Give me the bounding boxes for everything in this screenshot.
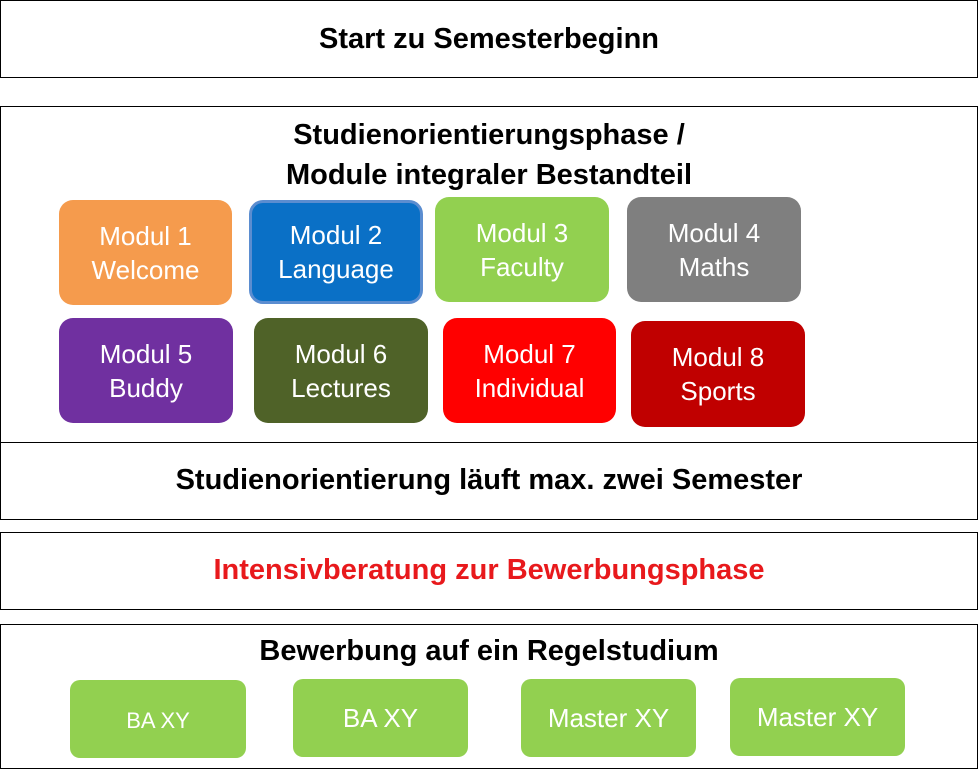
module-8-name: Sports [680, 376, 756, 406]
module-2-box [249, 200, 423, 304]
start-title: Start zu Semesterbeginn [318, 23, 660, 55]
module-3-number: Modul 3 [475, 217, 569, 248]
module-1-number: Modul 1 [99, 220, 192, 251]
duration-band [0, 442, 978, 520]
module-2-name: Language [278, 254, 394, 284]
module-4-number: Modul 4 [667, 217, 761, 248]
orientation-title-line2: Module integraler Bestandteil [285, 159, 693, 191]
module-3-name: Faculty [480, 251, 564, 282]
module-6-name: Lectures [291, 372, 391, 403]
module-1-box [59, 200, 232, 305]
module-8-box [631, 321, 805, 427]
start-band [0, 0, 978, 78]
module-4-box [627, 197, 801, 302]
orientation-title-line1: Studienorientierungsphase / [293, 119, 685, 151]
degree-box-2 [293, 679, 468, 757]
module-5-name: Buddy [109, 372, 183, 403]
counseling-band [0, 532, 978, 610]
module-8-number: Modul 8 [671, 342, 765, 372]
module-7-name: Individual [474, 372, 585, 403]
degree-2-label: BA XY [342, 702, 419, 733]
module-3-box [435, 197, 609, 302]
module-6-number: Modul 6 [294, 338, 388, 369]
duration-title: Studienorientierung läuft max. zwei Semester [175, 464, 803, 496]
module-4-name: Maths [678, 251, 750, 282]
module-2-number: Modul 2 [289, 220, 383, 250]
module-7-box [443, 318, 616, 423]
degree-3-label: Master XY [547, 702, 670, 733]
module-6-box [254, 318, 428, 423]
degree-box-1 [70, 680, 246, 758]
module-5-number: Modul 5 [99, 338, 193, 369]
counseling-title: Intensivberatung zur Bewerbungsphase [213, 554, 765, 586]
degree-box-3 [521, 679, 696, 757]
application-title: Bewerbung auf ein Regelstudium [259, 635, 719, 667]
degree-box-4 [730, 678, 905, 756]
degree-1-label: BA XY [126, 708, 190, 733]
module-5-box [59, 318, 233, 423]
degree-4-label: Master XY [756, 701, 879, 732]
module-1-name: Welcome [91, 254, 200, 285]
module-7-number: Modul 7 [483, 338, 576, 369]
